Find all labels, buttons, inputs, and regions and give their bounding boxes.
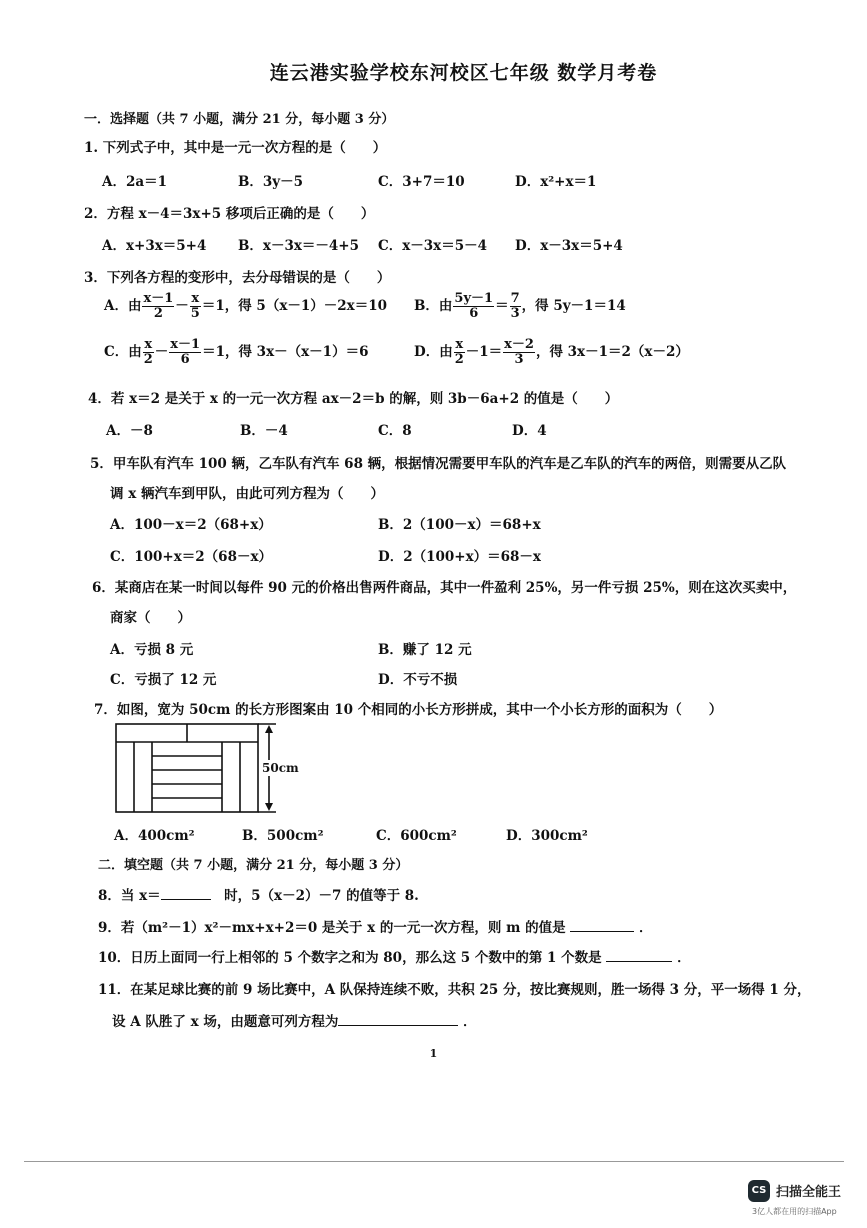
q4-option-b: B．－4 — [240, 423, 288, 439]
answer-blank[interactable] — [338, 1013, 458, 1026]
q1-option-d: D．x²+x＝1 — [515, 174, 597, 190]
q5-option-b: B．2（100－x）＝68+x — [378, 517, 541, 533]
q5-option-c: C．100+x＝2（68－x） — [110, 549, 273, 565]
q5-option-d: D．2（100+x）＝68－x — [378, 549, 541, 565]
page-title: 连云港实验学校东河校区七年级 数学月考卷 — [269, 62, 658, 84]
q4-stem: 4．若 x＝2 是关于 x 的一元一次方程 ax－2＝b 的解，则 3b－6a+2 的值是（ ） — [88, 391, 619, 407]
q3-option-a: A．由 $\frac{x-1}{2}$ － $\frac{x}{5}$ ＝1，得 5（x－1）－2x＝10 — [104, 291, 387, 321]
footer-brand: 扫描全能王 — [776, 1185, 842, 1200]
q4-option-d: D．4 — [512, 423, 547, 439]
fraction: $\frac{x-1}{6}$ — [170, 337, 201, 367]
q6-option-b: B．赚了 12 元 — [378, 642, 472, 658]
footer-divider — [24, 1161, 844, 1162]
q8-line: 8．当 x＝ 时，5（x－2）－7 的值等于 8. — [98, 888, 419, 904]
q5-stem-line2: 调 x 辆汽车到甲队，由此可列方程为（ ） — [110, 486, 384, 502]
fraction: $\frac{7}{3}$ — [510, 291, 520, 321]
arrow-down-icon — [265, 803, 273, 811]
q2-stem: 2．方程 x－4＝3x+5 移项后正确的是（ ） — [84, 206, 375, 222]
fraction: $\frac{x-1}{2}$ — [143, 291, 174, 321]
answer-blank[interactable] — [161, 887, 211, 900]
q9-line: 9．若（m²－1）x²－mx+x+2＝0 是关于 x 的一元一次方程，则 m 的值是 ． — [98, 920, 653, 936]
section-1-heading: 一．选择题（共 7 小题，满分 21 分，每小题 3 分） — [84, 112, 395, 127]
q3-option-b: B．由 $\frac{5y-1}{6}$ ＝ $\frac{7}{3}$ ，得 5y－1＝14 — [414, 291, 626, 321]
q11-line2: 设 A 队胜了 x 场，由题意可列方程为 ． — [112, 1014, 477, 1030]
q7-stem: 7．如图，宽为 50cm 的长方形图案由 10 个相同的小长方形拼成，其中一个小长方形的面积为（ ） — [94, 702, 723, 718]
q6-stem-line1: 6．某商店在某一时间以每件 90 元的价格出售两件商品，其中一件盈利 25%，另一件亏损 25%，则在这次买卖中， — [92, 580, 797, 596]
q6-stem-line2: 商家（ ） — [110, 610, 191, 626]
q2-option-b: B．x－3x＝－4+5 — [238, 238, 359, 254]
fraction: $\frac{5y-1}{6}$ — [454, 291, 494, 321]
fraction: $\frac{x}{2}$ — [143, 337, 153, 367]
fraction: $\frac{x}{2}$ — [454, 337, 464, 367]
answer-blank[interactable] — [606, 949, 672, 962]
q2-option-a: A．x+3x＝5+4 — [102, 238, 207, 254]
q1-option-a: A．2a＝1 — [102, 174, 168, 190]
fraction: $\frac{x}{5}$ — [190, 291, 200, 321]
q1-option-b: B．3y－5 — [238, 174, 304, 190]
page-number: 1 — [429, 1047, 438, 1060]
camscanner-logo-icon: CS — [748, 1180, 770, 1202]
section-2-heading: 二．填空题（共 7 小题，满分 21 分，每小题 3 分） — [98, 858, 409, 873]
footer-tagline: 3亿人都在用的扫描App — [752, 1207, 837, 1216]
arrow-up-icon — [265, 725, 273, 733]
q6-option-c: C．亏损了 12 元 — [110, 672, 217, 688]
q7-option-a: A．400cm² — [114, 828, 195, 844]
q3-option-c: C．由 $\frac{x}{2}$ － $\frac{x-1}{6}$ ＝1，得 3x－（x－1）＝6 — [104, 337, 369, 367]
q7-option-b: B．500cm² — [242, 828, 324, 844]
q7-option-d: D．300cm² — [506, 828, 588, 844]
q2-option-d: D．x－3x＝5+4 — [515, 238, 623, 254]
q11-stem-line1: 11．在某足球比赛的前 9 场比赛中，A 队保持连续不败，共积 25 分，按比赛规则，胜一场得 3 分，平一场得 1 分， — [98, 982, 811, 998]
fraction: $\frac{x-2}{3}$ — [504, 337, 534, 367]
q10-line: 10．日历上面同一行上相邻的 5 个数字之和为 80，那么这 5 个数中的第 1 个数是 ． — [98, 950, 691, 966]
q1-stem: 1. 下列式子中，其中是一元一次方程的是（ ） — [84, 140, 387, 156]
q4-option-c: C．8 — [378, 423, 412, 439]
q2-option-c: C．x－3x＝5－4 — [378, 238, 488, 254]
q5-option-a: A．100－x＝2（68+x） — [110, 517, 272, 533]
q3-option-d: D．由 $\frac{x}{2}$ －1＝ $\frac{x-2}{3}$ ，得 3x－1＝2（x－2） — [414, 337, 689, 367]
q6-option-a: A．亏损 8 元 — [110, 642, 194, 658]
q6-option-d: D．不亏不损 — [378, 672, 458, 688]
q5-stem-line1: 5．甲车队有汽车 100 辆，乙车队有汽车 68 辆，根据情况需要甲车队的汽车是乙车队的汽车的两倍，则需要从乙队 — [90, 456, 787, 472]
q4-option-a: A．－8 — [106, 423, 153, 439]
answer-blank[interactable] — [570, 919, 634, 932]
figure-dimension-label: 50cm — [262, 761, 299, 775]
q3-stem: 3．下列各方程的变形中，去分母错误的是（ ） — [84, 270, 391, 286]
q7-option-c: C．600cm² — [376, 828, 457, 844]
q1-option-c: C．3+7＝10 — [378, 174, 465, 190]
